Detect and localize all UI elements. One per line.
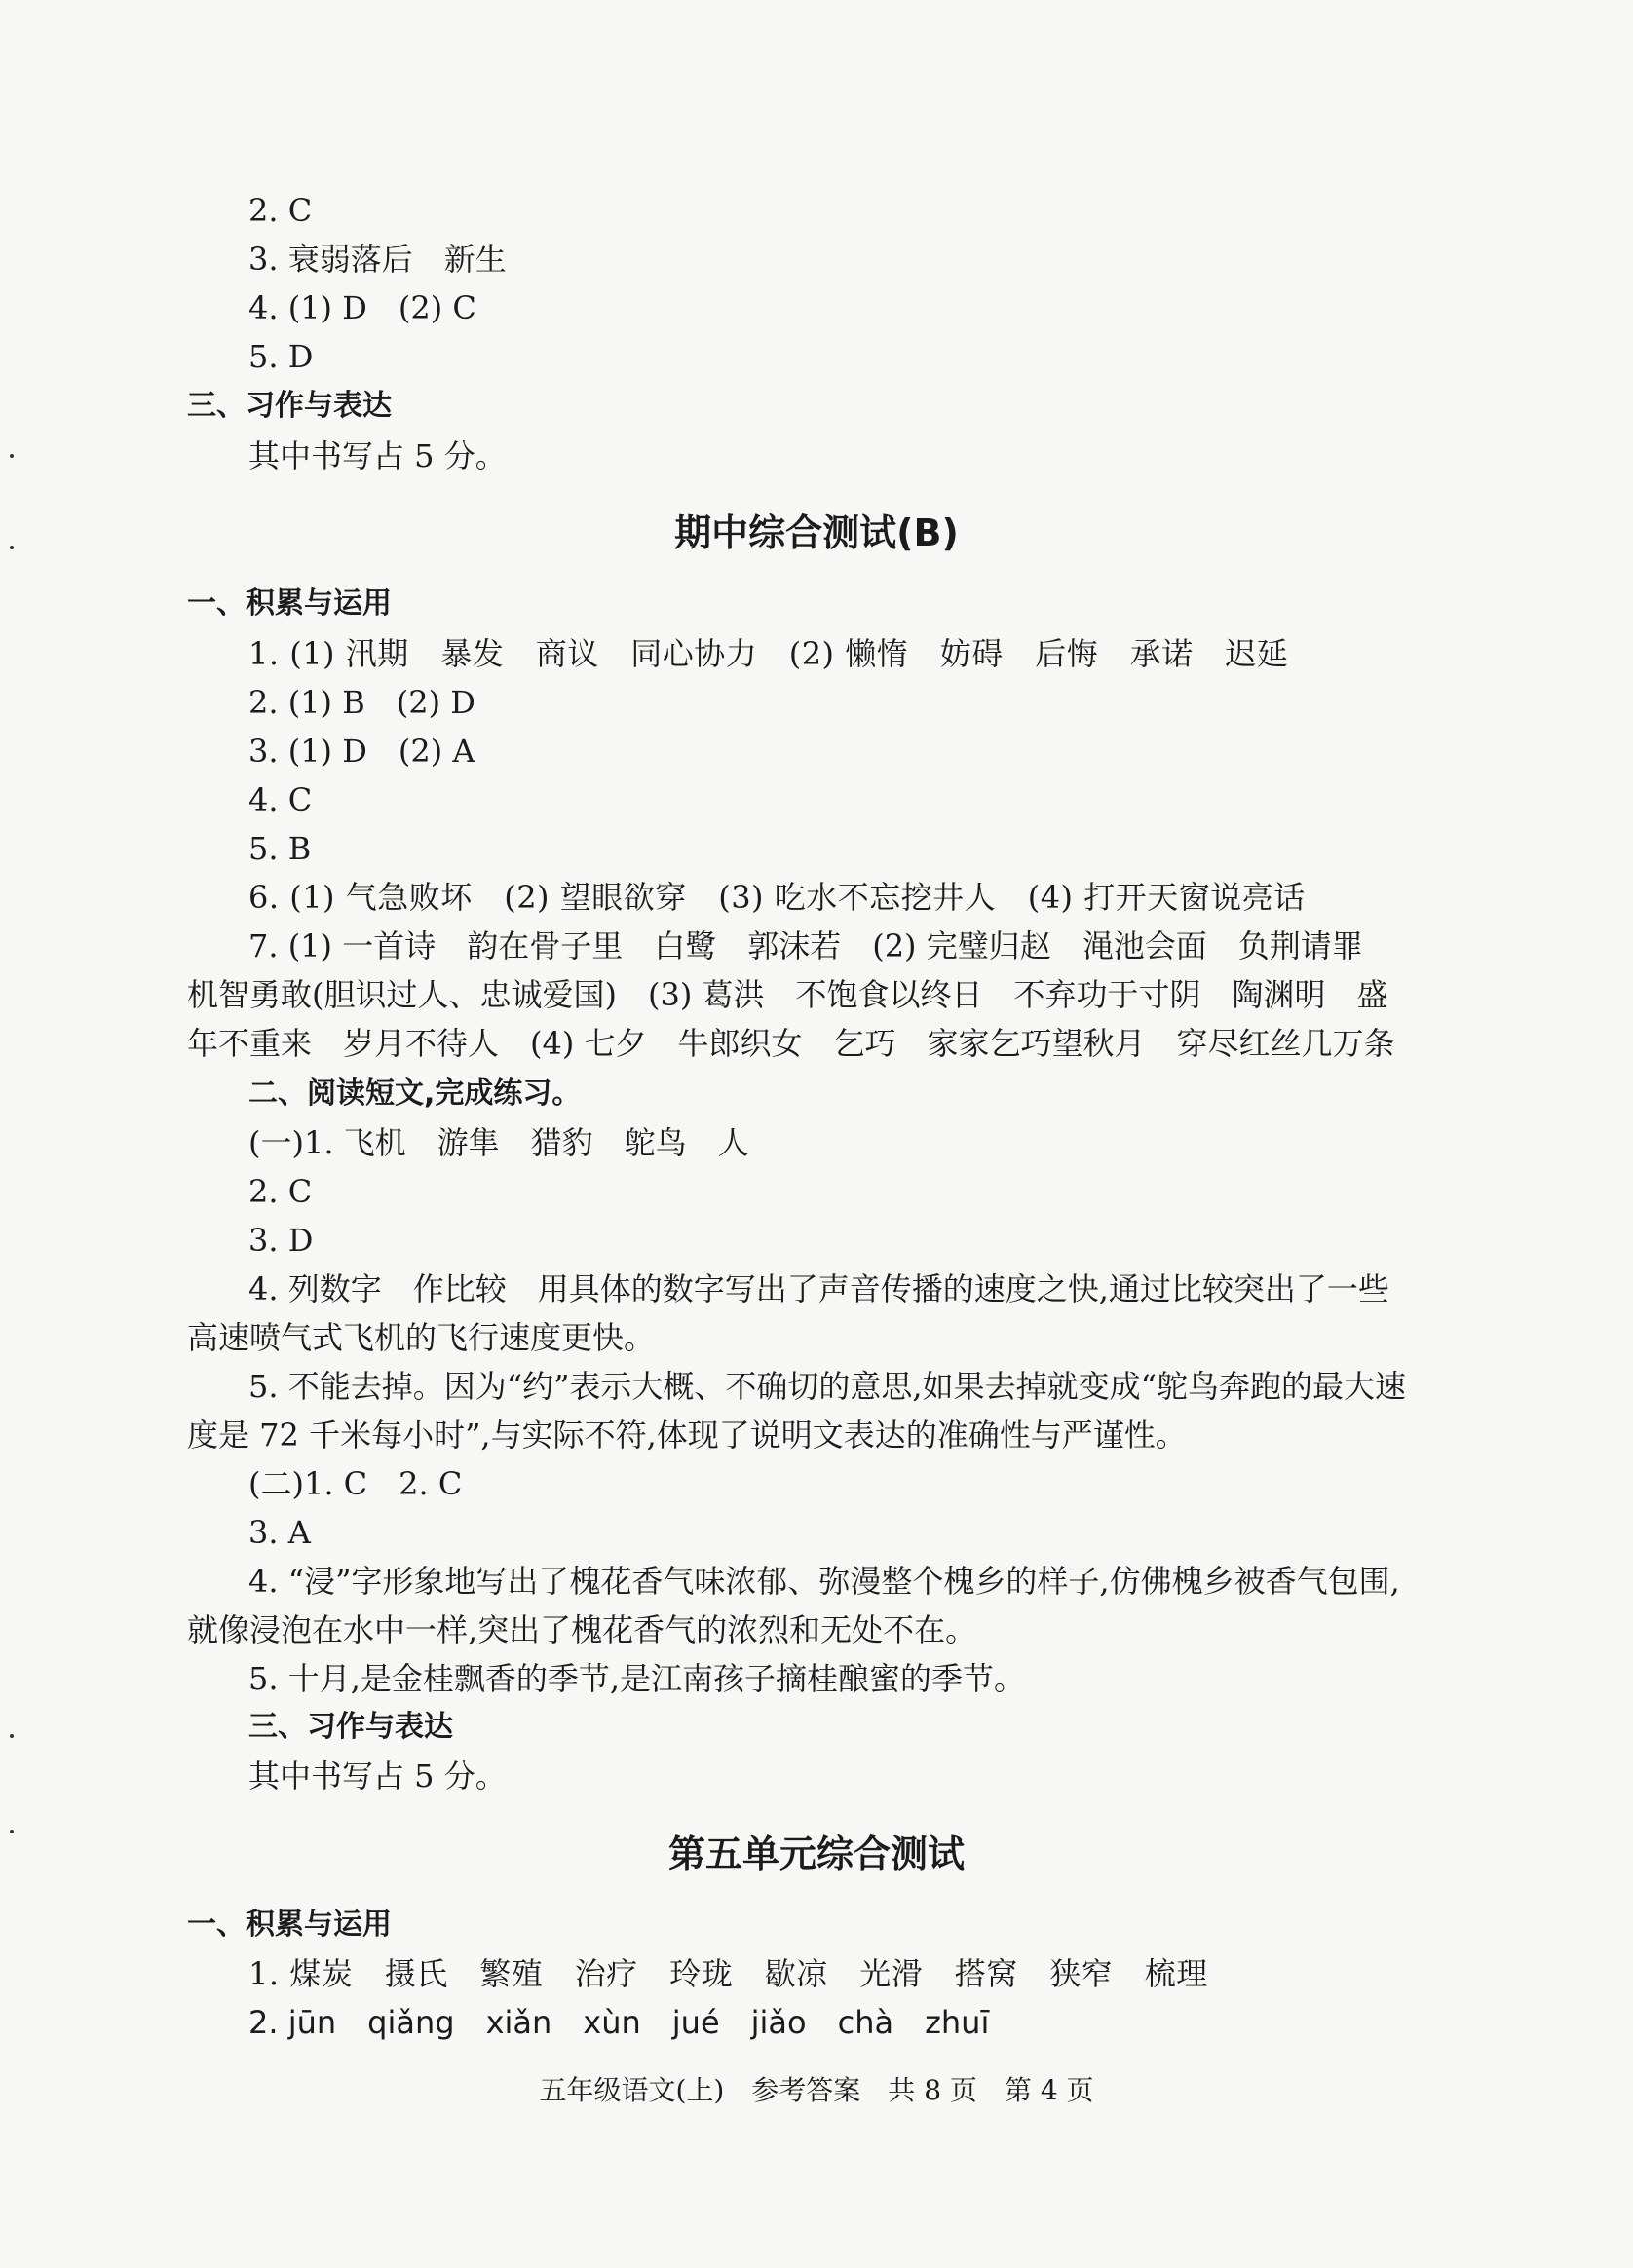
answer-line: 3. D (248, 1222, 314, 1259)
section-heading: 一、积累与运用 (187, 586, 392, 621)
section-heading: 一、积累与运用 (187, 1908, 392, 1942)
answer-line: 5. 不能去掉。因为“约”表示大概、不确切的意思,如果去掉就变成“鸵鸟奔跑的最大速 (248, 1368, 1406, 1405)
answer-line: 7. (1) 一首诗 韵在骨子里 白鹭 郭沫若 (2) 完璧归赵 渑池会面 负荆请罪 (248, 927, 1363, 964)
answer-line: 4. “浸”字形象地写出了槐花香气味浓郁、弥漫整个槐乡的样子,仿佛槐乡被香气包围, (248, 1563, 1400, 1600)
answer-line: 5. D (248, 338, 314, 375)
answer-line: 年不重来 岁月不待人 (4) 七夕 牛郎织女 乞巧 家家乞巧望秋月 穿尽红丝几万条 (187, 1025, 1395, 1062)
answer-line: 5. B (248, 830, 312, 867)
answer-line: 1. 煤炭 摄氏 繁殖 治疗 玲珑 歇凉 光滑 搭窝 狭窄 梳理 (248, 1955, 1208, 1992)
answer-line: 3. A (248, 1514, 311, 1551)
section-heading: 二、阅读短文,完成练习。 (248, 1077, 582, 1111)
page-footer: 五年级语文(上) 参考答案 共 8 页 第 4 页 (539, 2074, 1094, 2106)
pinyin-line: 2. jūn qiǎng xiǎn xùn jué jiǎo chà zhuī (248, 2004, 990, 2041)
answer-line: 2. (1) B (2) D (248, 684, 475, 721)
answer-line: 3. 衰弱落后 新生 (248, 241, 507, 278)
answer-line: 6. (1) 气急败坏 (2) 望眼欲穿 (3) 吃水不忘挖井人 (4) 打开天窗说亮话 (248, 879, 1306, 916)
answer-line: 4. 列数字 作比较 用具体的数字写出了声音传播的速度之快,通过比较突出了一些 (248, 1270, 1389, 1307)
scan-speck (10, 1734, 14, 1738)
scan-speck (10, 454, 14, 458)
answer-line: 4. (1) D (2) C (248, 289, 476, 326)
writing-note: 其中书写占 5 分。 (248, 437, 507, 474)
answer-line: 高速喷气式飞机的飞行速度更快。 (187, 1319, 656, 1356)
answer-line: (二)1. C 2. C (248, 1465, 463, 1502)
answer-line: 度是 72 千米每小时”,与实际不符,体现了说明文表达的准确性与严谨性。 (187, 1417, 1187, 1454)
answer-line: 机智勇敢(胆识过人、忠诚爱国) (3) 葛洪 不饱食以终日 不弃功于寸阴 陶渊明 盛 (187, 976, 1388, 1013)
writing-note: 其中书写占 5 分。 (248, 1758, 507, 1795)
test-title: 第五单元综合测试 (667, 1833, 965, 1875)
answer-line: 3. (1) D (2) A (248, 733, 475, 770)
section-heading: 三、习作与表达 (187, 389, 392, 423)
scan-speck (10, 546, 14, 549)
section-heading: 三、习作与表达 (248, 1710, 453, 1744)
answer-line: 就像浸泡在水中一样,突出了槐花香气的浓烈和无处不在。 (187, 1611, 977, 1648)
test-title: 期中综合测试(B) (674, 511, 959, 554)
answer-line: 1. (1) 汛期 暴发 商议 同心协力 (2) 懒惰 妨碍 后悔 承诺 迟延 (248, 635, 1289, 672)
answer-line: 2. C (248, 1173, 313, 1210)
answer-line: 5. 十月,是金桂飘香的季节,是江南孩子摘桂酿蜜的季节。 (248, 1660, 1026, 1697)
answer-line: 2. C (248, 192, 313, 229)
scan-speck (10, 1830, 14, 1833)
answer-line: 4. C (248, 781, 313, 818)
answer-line: (一)1. 飞机 游隼 猎豹 鸵鸟 人 (248, 1124, 749, 1161)
